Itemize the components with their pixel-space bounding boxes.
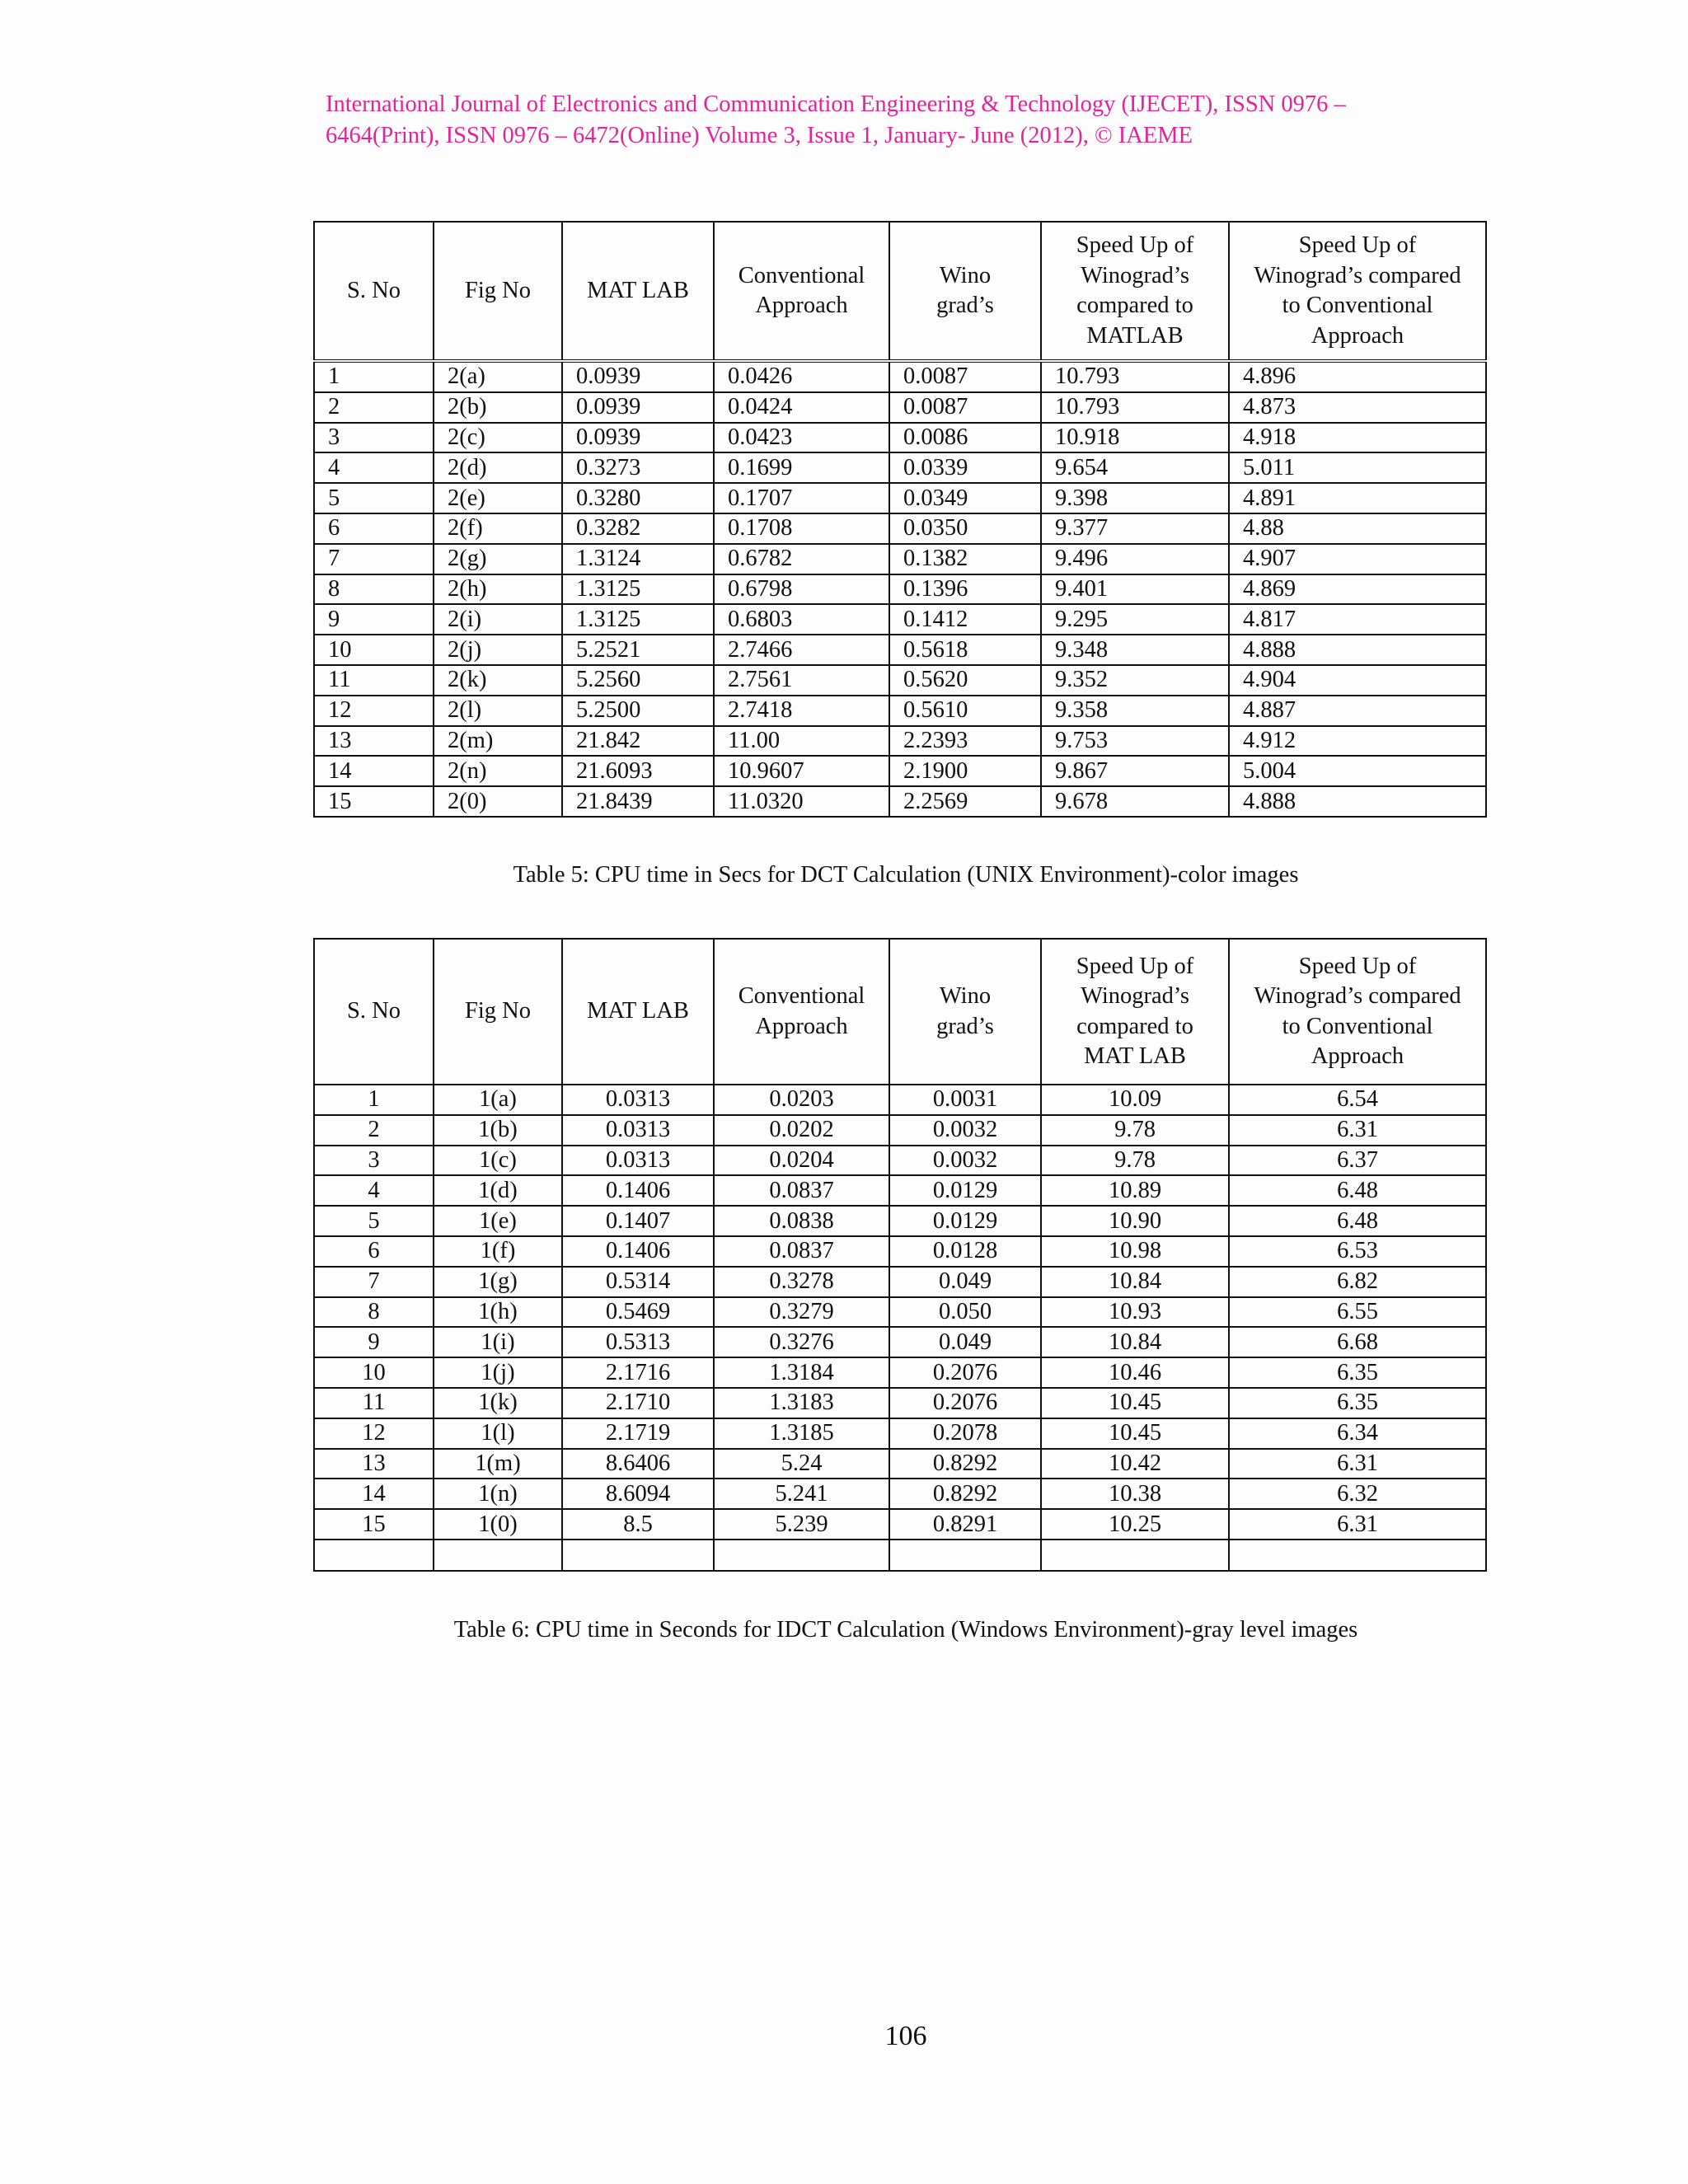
table-row [314, 1509, 1486, 1540]
table-cell: 9.753 [1041, 726, 1229, 757]
table-cell: 1(k) [434, 1388, 562, 1418]
table-cell: 0.8292 [889, 1449, 1041, 1479]
col-header-sno: S. No [314, 222, 434, 361]
table-cell: 0.0032 [889, 1115, 1041, 1146]
table-cell: 6 [314, 513, 434, 544]
table-cell: 10.46 [1041, 1357, 1229, 1388]
table-cell: 0.3282 [562, 513, 714, 544]
table-cell: 10.918 [1041, 423, 1229, 453]
table-cell: 15 [314, 1509, 434, 1540]
table-cell: 1(i) [434, 1327, 562, 1357]
table-cell: 0.1406 [562, 1236, 714, 1267]
table-row [314, 1449, 1486, 1479]
table-row [314, 452, 1486, 483]
table-cell: 5.2560 [562, 665, 714, 696]
table-cell: 2.1719 [562, 1418, 714, 1449]
table-cell: 0.1396 [889, 574, 1041, 605]
table-cell: 0.5313 [562, 1327, 714, 1357]
table-cell: 2.7561 [714, 665, 889, 696]
table-cell: 0.0313 [562, 1085, 714, 1115]
table-cell: 2(e) [434, 483, 562, 513]
table-cell: 8.6094 [562, 1479, 714, 1509]
table-cell: 5.2500 [562, 696, 714, 726]
table-cell-empty [314, 1540, 434, 1571]
table-cell: 4.888 [1229, 635, 1486, 665]
journal-header-line-1: International Journal of Electronics and Communication Engineering & Technology (IJECET), ISSN 0976 – [326, 91, 1346, 117]
table-cell: 0.1699 [714, 452, 889, 483]
table-cell: 9.496 [1041, 544, 1229, 574]
table-cell: 0.0426 [714, 361, 889, 392]
table-cell: 0.2076 [889, 1388, 1041, 1418]
table-row [314, 1267, 1486, 1297]
table-cell: 1(j) [434, 1357, 562, 1388]
table-cell: 0.0838 [714, 1206, 889, 1236]
table-cell: 12 [314, 1418, 434, 1449]
table-row [314, 696, 1486, 726]
col-header-matlab: MAT LAB [562, 939, 714, 1085]
table-cell: 10.89 [1041, 1175, 1229, 1206]
table-cell: 0.0203 [714, 1085, 889, 1115]
table-cell: 6.31 [1229, 1115, 1486, 1146]
table-cell: 7 [314, 544, 434, 574]
table-cell: 0.0087 [889, 392, 1041, 423]
table-cell: 0.8291 [889, 1509, 1041, 1540]
table-cell: 4.873 [1229, 392, 1486, 423]
table-cell: 11 [314, 1388, 434, 1418]
table-cell: 2(i) [434, 604, 562, 635]
table-cell: 6.35 [1229, 1357, 1486, 1388]
table-cell: 1.3185 [714, 1418, 889, 1449]
table-cell: 10.793 [1041, 392, 1229, 423]
table-cell: 11 [314, 665, 434, 696]
table-cell: 10.25 [1041, 1509, 1229, 1540]
table-cell: 0.3276 [714, 1327, 889, 1357]
table-cell: 8 [314, 574, 434, 605]
table-cell: 0.0313 [562, 1146, 714, 1176]
table-cell: 6.35 [1229, 1388, 1486, 1418]
table-cell: 9.78 [1041, 1146, 1229, 1176]
table-cell: 4 [314, 452, 434, 483]
table-cell: 1.3184 [714, 1357, 889, 1388]
table-6-caption: Table 6: CPU time in Seconds for IDCT Calculation (Windows Environment)-gray level images [453, 1617, 1358, 1643]
table-cell: 0.0087 [889, 361, 1041, 392]
table-row [314, 513, 1486, 544]
table-cell: 2(b) [434, 392, 562, 423]
table-cell: 14 [314, 1479, 434, 1509]
table-cell: 9.398 [1041, 483, 1229, 513]
table-cell: 5.241 [714, 1479, 889, 1509]
table-row [314, 635, 1486, 665]
table-cell: 1.3125 [562, 604, 714, 635]
table-cell: 5.239 [714, 1509, 889, 1540]
table-row [314, 1418, 1486, 1449]
table-cell: 21.6093 [562, 756, 714, 786]
table-cell: 4.888 [1229, 786, 1486, 817]
table-cell: 0.1707 [714, 483, 889, 513]
table-cell: 2(0) [434, 786, 562, 817]
table-row [314, 1297, 1486, 1328]
journal-header [326, 89, 1496, 152]
table-cell: 0.0424 [714, 392, 889, 423]
table-cell: 4.88 [1229, 513, 1486, 544]
table-cell: 8.5 [562, 1509, 714, 1540]
table-cell: 2(d) [434, 452, 562, 483]
table-cell: 10.45 [1041, 1388, 1229, 1418]
table-cell: 0.0939 [562, 423, 714, 453]
table-cell: 6.32 [1229, 1479, 1486, 1509]
table-cell: 6.54 [1229, 1085, 1486, 1115]
table-cell: 5 [314, 483, 434, 513]
table-row [314, 361, 1486, 392]
table-cell: 0.6803 [714, 604, 889, 635]
table-cell: 10.90 [1041, 1206, 1229, 1236]
table-cell: 5 [314, 1206, 434, 1236]
table-cell: 0.0129 [889, 1206, 1041, 1236]
table-row [314, 1175, 1486, 1206]
table-cell: 1(c) [434, 1146, 562, 1176]
table-row [314, 544, 1486, 574]
table-cell: 21.842 [562, 726, 714, 757]
table-cell: 2.1900 [889, 756, 1041, 786]
col-header-fig-no: Fig No [434, 222, 562, 361]
table-cell: 0.5610 [889, 696, 1041, 726]
table-cell: 10.38 [1041, 1479, 1229, 1509]
table-cell: 9.377 [1041, 513, 1229, 544]
table-row [314, 756, 1486, 786]
table-row [314, 1236, 1486, 1267]
table-cell: 10.45 [1041, 1418, 1229, 1449]
table-cell: 1(b) [434, 1115, 562, 1146]
table-cell: 1.3183 [714, 1388, 889, 1418]
table-cell: 12 [314, 696, 434, 726]
table-cell: 2(l) [434, 696, 562, 726]
table-cell: 0.1407 [562, 1206, 714, 1236]
table-cell: 0.0423 [714, 423, 889, 453]
table-cell: 9.352 [1041, 665, 1229, 696]
table-row [314, 1327, 1486, 1357]
table-cell: 9.678 [1041, 786, 1229, 817]
table-cell: 3 [314, 1146, 434, 1176]
table-cell: 9.654 [1041, 452, 1229, 483]
table-cell: 7 [314, 1267, 434, 1297]
table-cell: 4.891 [1229, 483, 1486, 513]
table-cell-empty [1041, 1540, 1229, 1571]
table-cell: 2.7466 [714, 635, 889, 665]
table-cell: 2(j) [434, 635, 562, 665]
table-cell: 4.869 [1229, 574, 1486, 605]
table-cell: 6.82 [1229, 1267, 1486, 1297]
table-cell: 2(n) [434, 756, 562, 786]
table-row [314, 604, 1486, 635]
table-cell: 8 [314, 1297, 434, 1328]
table-cell: 0.3279 [714, 1297, 889, 1328]
table-row [314, 1085, 1486, 1115]
table-row [314, 786, 1486, 817]
table-cell: 0.0939 [562, 392, 714, 423]
table-cell: 21.8439 [562, 786, 714, 817]
table-cell: 10.42 [1041, 1449, 1229, 1479]
table-cell: 1(h) [434, 1297, 562, 1328]
col-header-speedup-vs-matlab: Speed Up of Winograd’s compared to MAT LAB [1041, 939, 1229, 1085]
table-cell: 0.3280 [562, 483, 714, 513]
table-cell: 2 [314, 392, 434, 423]
table-header-row [314, 222, 1486, 361]
table-header-row [314, 939, 1486, 1085]
table-cell: 9.78 [1041, 1115, 1229, 1146]
table-cell: 9 [314, 1327, 434, 1357]
table-cell: 0.1406 [562, 1175, 714, 1206]
table-cell: 1(l) [434, 1418, 562, 1449]
table-cell: 6.53 [1229, 1236, 1486, 1267]
table-cell: 13 [314, 1449, 434, 1479]
table-cell: 1(a) [434, 1085, 562, 1115]
col-header-winograd: Wino grad’s [889, 222, 1041, 361]
table-row [314, 392, 1486, 423]
table-cell: 0.0129 [889, 1175, 1041, 1206]
table-cell: 6.48 [1229, 1175, 1486, 1206]
table-cell: 1.3125 [562, 574, 714, 605]
table-cell: 5.2521 [562, 635, 714, 665]
table-cell: 10.09 [1041, 1085, 1229, 1115]
table-cell: 0.8292 [889, 1479, 1041, 1509]
table-row [314, 1206, 1486, 1236]
table-cell: 1(0) [434, 1509, 562, 1540]
table-cell: 0.0086 [889, 423, 1041, 453]
table-cell: 2(c) [434, 423, 562, 453]
table-cell: 14 [314, 756, 434, 786]
table-row [314, 574, 1486, 605]
table-cell: 13 [314, 726, 434, 757]
table-cell: 4.887 [1229, 696, 1486, 726]
table-row [314, 483, 1486, 513]
col-header-sno: S. No [314, 939, 434, 1085]
table-cell: 10.93 [1041, 1297, 1229, 1328]
table-cell: 2.7418 [714, 696, 889, 726]
table-cell: 10.84 [1041, 1267, 1229, 1297]
col-header-matlab: MAT LAB [562, 222, 714, 361]
table-cell: 0.0339 [889, 452, 1041, 483]
table-row [314, 1479, 1486, 1509]
col-header-conventional: Conventional Approach [714, 222, 889, 361]
table-5-caption: Table 5: CPU time in Secs for DCT Calculation (UNIX Environment)-color images [513, 862, 1299, 888]
table-cell: 0.0313 [562, 1115, 714, 1146]
table-row [314, 726, 1486, 757]
table-cell: 0.2076 [889, 1357, 1041, 1388]
table-cell: 4.904 [1229, 665, 1486, 696]
table-6 [313, 938, 1487, 1572]
table-cell: 0.0032 [889, 1146, 1041, 1176]
table-row [314, 1146, 1486, 1176]
table-cell: 0.0204 [714, 1146, 889, 1176]
table-cell-empty [714, 1540, 889, 1571]
table-cell: 6.34 [1229, 1418, 1486, 1449]
table-cell: 0.0350 [889, 513, 1041, 544]
table-cell: 15 [314, 786, 434, 817]
table-cell: 2.2569 [889, 786, 1041, 817]
table-cell: 6.31 [1229, 1449, 1486, 1479]
table-cell: 2.1716 [562, 1357, 714, 1388]
table-cell: 4.896 [1229, 361, 1486, 392]
table-cell: 9.401 [1041, 574, 1229, 605]
table-cell: 9.358 [1041, 696, 1229, 726]
table-cell: 0.1412 [889, 604, 1041, 635]
col-header-speedup-vs-conventional: Speed Up of Winograd’s compared to Conventional Approach [1229, 939, 1486, 1085]
table-6-body [314, 1085, 1486, 1571]
table-cell: 0.6782 [714, 544, 889, 574]
table-5-body [314, 361, 1486, 817]
table-cell: 0.6798 [714, 574, 889, 605]
table-cell: 4 [314, 1175, 434, 1206]
table-cell: 1 [314, 1085, 434, 1115]
table-cell: 0.049 [889, 1327, 1041, 1357]
table-cell-empty [434, 1540, 562, 1571]
table-cell: 2(a) [434, 361, 562, 392]
table-cell: 1(d) [434, 1175, 562, 1206]
table-cell: 2.2393 [889, 726, 1041, 757]
table-cell: 10.84 [1041, 1327, 1229, 1357]
table-cell: 2(f) [434, 513, 562, 544]
table-cell: 0.0939 [562, 361, 714, 392]
table-cell: 5.011 [1229, 452, 1486, 483]
table-cell: 0.5314 [562, 1267, 714, 1297]
table-cell-empty [889, 1540, 1041, 1571]
table-cell: 0.1708 [714, 513, 889, 544]
table-cell: 6.68 [1229, 1327, 1486, 1357]
table-row [314, 1115, 1486, 1146]
table-row [314, 423, 1486, 453]
table-cell: 4.918 [1229, 423, 1486, 453]
table-cell: 1.3124 [562, 544, 714, 574]
table-cell-empty [1229, 1540, 1486, 1571]
table-cell: 0.5620 [889, 665, 1041, 696]
table-cell: 9 [314, 604, 434, 635]
table-cell: 2 [314, 1115, 434, 1146]
table-cell: 0.0031 [889, 1085, 1041, 1115]
table-cell: 2.1710 [562, 1388, 714, 1418]
table-cell: 10.9607 [714, 756, 889, 786]
table-cell: 10 [314, 1357, 434, 1388]
table-cell: 0.049 [889, 1267, 1041, 1297]
table-cell: 9.867 [1041, 756, 1229, 786]
table-cell: 0.5469 [562, 1297, 714, 1328]
table-row-empty [314, 1540, 1486, 1571]
table-cell: 0.050 [889, 1297, 1041, 1328]
table-cell: 1(m) [434, 1449, 562, 1479]
journal-header-line-2: 6464(Print), ISSN 0976 – 6472(Online) Volume 3, Issue 1, January- June (2012), © IAEME [326, 123, 1193, 148]
table-cell: 11.0320 [714, 786, 889, 817]
table-row [314, 1357, 1486, 1388]
table-cell: 1(n) [434, 1479, 562, 1509]
table-cell: 0.0202 [714, 1115, 889, 1146]
col-header-fig-no: Fig No [434, 939, 562, 1085]
table-cell: 5.24 [714, 1449, 889, 1479]
table-cell: 6.37 [1229, 1146, 1486, 1176]
table-cell: 2(k) [434, 665, 562, 696]
table-cell: 0.0128 [889, 1236, 1041, 1267]
table-cell: 0.0349 [889, 483, 1041, 513]
table-cell: 5.004 [1229, 756, 1486, 786]
table-cell: 1(e) [434, 1206, 562, 1236]
col-header-conventional: Conventional Approach [714, 939, 889, 1085]
table-cell: 1 [314, 361, 434, 392]
table-row [314, 665, 1486, 696]
table-cell: 4.912 [1229, 726, 1486, 757]
table-cell: 11.00 [714, 726, 889, 757]
table-cell: 2(m) [434, 726, 562, 757]
table-cell: 8.6406 [562, 1449, 714, 1479]
page-number: 106 [884, 2021, 927, 2051]
table-cell: 6.55 [1229, 1297, 1486, 1328]
table-cell: 10.98 [1041, 1236, 1229, 1267]
table-cell: 0.5618 [889, 635, 1041, 665]
table-cell: 0.1382 [889, 544, 1041, 574]
table-cell: 1(g) [434, 1267, 562, 1297]
table-cell: 3 [314, 423, 434, 453]
table-cell: 1(f) [434, 1236, 562, 1267]
col-header-winograd: Wino grad’s [889, 939, 1041, 1085]
table-row [314, 1388, 1486, 1418]
col-header-speedup-vs-conventional: Speed Up of Winograd’s compared to Conventional Approach [1229, 222, 1486, 361]
table-cell: 6 [314, 1236, 434, 1267]
table-cell: 4.907 [1229, 544, 1486, 574]
table-cell: 0.3278 [714, 1267, 889, 1297]
table-cell: 0.0837 [714, 1175, 889, 1206]
table-cell: 0.3273 [562, 452, 714, 483]
table-cell: 6.31 [1229, 1509, 1486, 1540]
table-cell: 10 [314, 635, 434, 665]
col-header-speedup-vs-matlab: Speed Up of Winograd’s compared to MATLAB [1041, 222, 1229, 361]
table-cell: 9.348 [1041, 635, 1229, 665]
table-cell: 2(h) [434, 574, 562, 605]
table-cell: 0.0837 [714, 1236, 889, 1267]
table-cell: 6.48 [1229, 1206, 1486, 1236]
table-cell: 10.793 [1041, 361, 1229, 392]
table-cell: 2(g) [434, 544, 562, 574]
table-cell-empty [562, 1540, 714, 1571]
table-cell: 9.295 [1041, 604, 1229, 635]
table-cell: 4.817 [1229, 604, 1486, 635]
table-cell: 0.2078 [889, 1418, 1041, 1449]
table-5 [313, 221, 1487, 818]
